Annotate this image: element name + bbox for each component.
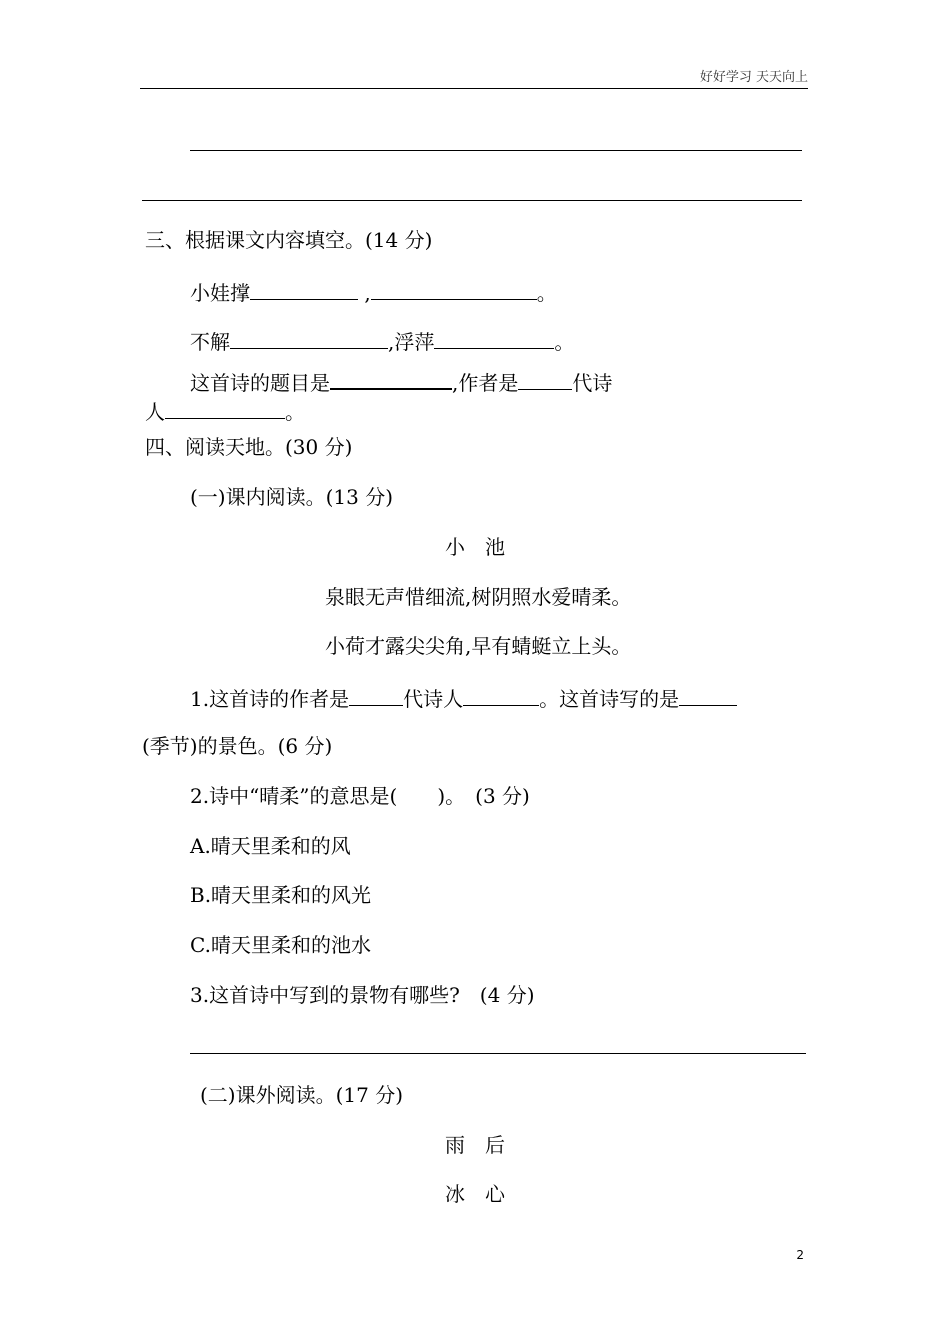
line1-prefix: 小娃撑 [190,281,250,305]
option-c[interactable]: C.晴天里柔和的池水 [190,933,371,957]
blank-3[interactable] [230,328,388,349]
question-1 [190,685,737,711]
line2-end: 。 [554,330,575,354]
q1-part-c: 。这首诗写的是 [539,687,680,711]
q1-part-b: 代诗人 [403,687,464,711]
line2-prefix: 不解 [190,330,230,354]
line1-end: 。 [536,281,557,305]
poem1-line1: 泉眼无声惜细流,树阴照水爱晴柔。 [325,585,632,609]
section3-title: 三、根据课文内容填空。(14 分) [145,228,433,252]
blank-4[interactable] [434,328,554,349]
answer-line-1[interactable] [190,150,802,151]
section4-title: 四、阅读天地。(30 分) [145,435,353,459]
blank-8[interactable] [349,685,403,706]
answer-line-2[interactable] [142,200,802,201]
line4-prefix: 人 [145,400,165,424]
blank-7[interactable] [165,398,285,419]
blank-1[interactable] [250,279,358,300]
line3-mid: ,作者是 [452,371,519,395]
header-divider [140,88,808,89]
blank-10[interactable] [679,685,737,706]
answer-line-3[interactable] [190,1053,806,1054]
poem2-title: 雨 后 [445,1133,505,1157]
poem1-line2: 小荷才露尖尖角,早有蜻蜓立上头。 [325,634,632,658]
section3-line4 [145,398,305,424]
part1-title: (一)课内阅读。(13 分) [190,485,394,509]
section3-line1 [190,279,557,305]
poem1-title: 小 池 [445,535,505,559]
poem2-author: 冰 心 [445,1182,505,1206]
blank-5[interactable] [330,368,452,390]
section3-line3 [190,368,612,395]
line2-mid: ,浮萍 [388,330,435,354]
line4-end: 。 [285,400,305,424]
blank-6[interactable] [518,369,572,390]
line3-prefix: 这首诗的题目是 [190,371,330,395]
option-a[interactable]: A.晴天里柔和的风 [190,834,351,858]
section3-line2 [190,328,574,354]
question-1-cont: (季节)的景色。(6 分) [142,734,333,758]
blank-2[interactable] [371,279,537,300]
q1-part-a: 1.这首诗的作者是 [190,687,350,711]
option-b[interactable]: B.晴天里柔和的风光 [190,883,372,907]
blank-9[interactable] [463,685,539,706]
line1-sep: , [358,281,371,305]
part2-title: (二)课外阅读。(17 分) [200,1083,404,1107]
question-3: 3.这首诗中写到的景物有哪些? (4 分) [190,983,535,1007]
page-number: 2 [796,1248,804,1262]
page-header: 好好学习 天天向上 [699,70,808,85]
line3-suffix: 代诗 [572,371,613,395]
question-2: 2.诗中“晴柔”的意思是( )。 (3 分) [190,784,530,808]
